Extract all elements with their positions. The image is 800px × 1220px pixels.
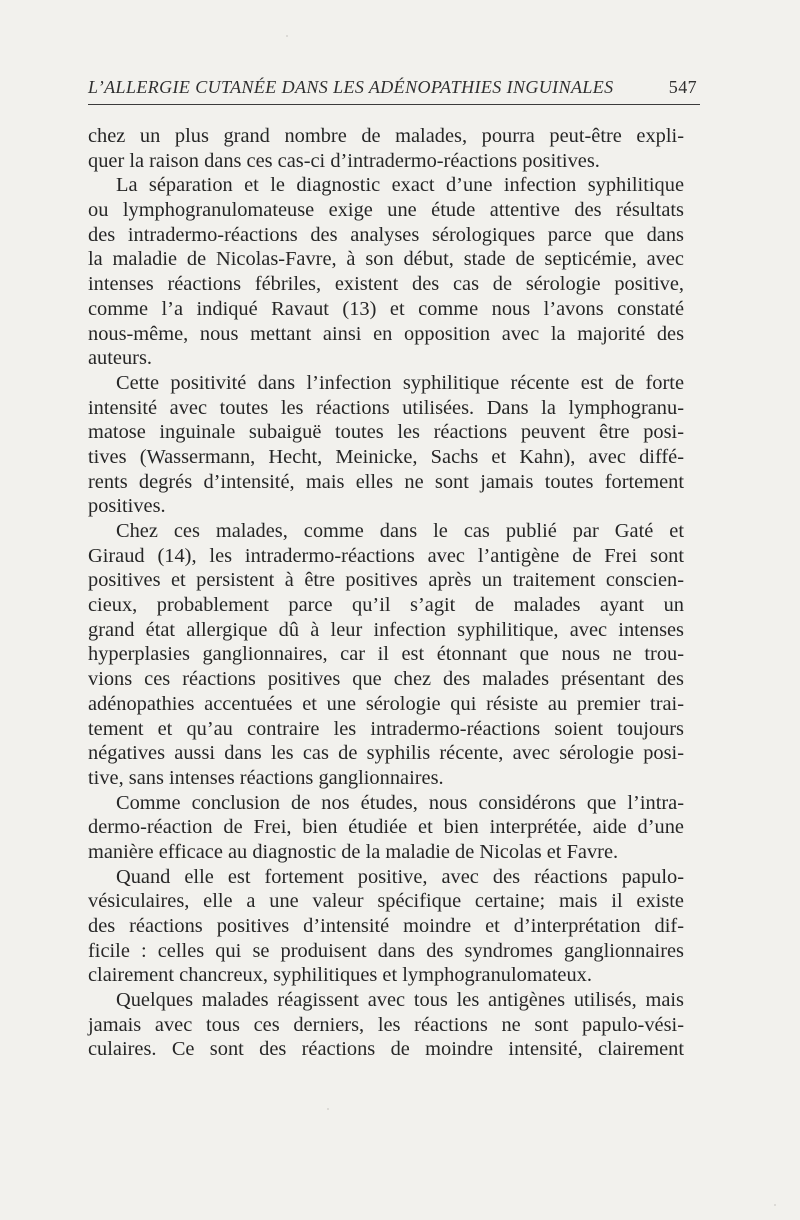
paper-speck: [286, 35, 288, 37]
header-rule: [88, 104, 700, 105]
paragraph-6: [88, 865, 684, 988]
text-line: la maladie de Nicolas-Favre, à son début, stade de septicémie, avec: [88, 248, 684, 271]
paper-speck: [774, 1204, 776, 1206]
text-line: Quand elle est fortement positive, avec des réactions papulo-: [116, 865, 684, 888]
text-line: vésiculaires, elle a une valeur spécifique certaine; mais il existe: [88, 890, 684, 913]
text-line: positives.: [88, 495, 166, 518]
running-header: [88, 77, 698, 105]
text-line: intensité avec toutes les réactions utilisées. Dans la lymphogranu-: [88, 396, 684, 419]
text-line: intenses réactions fébriles, existent des cas de sérologie positive,: [88, 273, 684, 296]
text-line: rents degrés d’intensité, mais elles ne sont jamais toutes fortement: [88, 470, 684, 493]
text-line: positives et persistent à être positives après un traitement conscien-: [88, 569, 684, 592]
page-number: 547: [668, 77, 697, 97]
text-line: auteurs.: [88, 347, 152, 370]
paragraph-2: [88, 173, 684, 371]
paragraph-5: [88, 791, 684, 865]
text-line: ou lymphogranulomateuse exige une étude attentive des résultats: [88, 199, 684, 222]
text-line: tives (Wassermann, Hecht, Meinicke, Sachs et Kahn), avec diffé-: [88, 445, 684, 468]
text-line: matose inguinale subaiguë toutes les réactions peuvent être posi-: [88, 421, 684, 444]
text-line: cieux, probablement parce qu’il s’agit de malades ayant un: [88, 594, 684, 617]
text-line: des intradermo-réactions des analyses sérologiques parce que dans: [88, 223, 684, 246]
running-title: L’ALLERGIE CUTANÉE DANS LES ADÉNOPATHIES INGUINALES: [88, 77, 614, 97]
text-line: adénopathies accentuées et une sérologie qui résiste au premier trai-: [88, 692, 684, 715]
text-line: Quelques malades réagissent avec tous les antigènes utilisés, mais: [116, 989, 684, 1012]
text-line: Cette positivité dans l’infection syphilitique récente est de forte: [116, 371, 684, 394]
text-line: tive, sans intenses réactions ganglionnaires.: [88, 766, 444, 789]
text-line: vions ces réactions positives que chez des malades présentant des: [88, 668, 684, 691]
text-line: négatives aussi dans les cas de syphilis récente, avec sérologie posi-: [88, 742, 684, 765]
body-text: [88, 124, 684, 1084]
paragraph-1: [88, 124, 684, 173]
text-line: comme l’a indiqué Ravaut (13) et comme nous l’avons constaté: [88, 297, 684, 320]
paragraph-7: [88, 988, 684, 1062]
text-line: Giraud (14), les intradermo-réactions avec l’antigène de Frei sont: [88, 544, 684, 567]
text-line: nous-même, nous mettant ainsi en opposition avec la majorité des: [88, 322, 684, 345]
text-line: Comme conclusion de nos études, nous considérons que l’intra-: [116, 791, 684, 814]
text-line: ficile : celles qui se produisent dans des syndromes ganglionnaires: [88, 939, 684, 962]
text-line: jamais avec tous ces derniers, les réactions ne sont papulo-vési-: [88, 1013, 684, 1036]
text-line: dermo-réaction de Frei, bien étudiée et bien interprétée, aide d’une: [88, 816, 684, 839]
text-line: chez un plus grand nombre de malades, pourra peut-être expli-: [88, 125, 684, 147]
paragraph-4: [88, 519, 684, 791]
text-line: hyperplasies ganglionnaires, car il est étonnant que nous ne trou-: [88, 643, 684, 666]
text-line: Chez ces malades, comme dans le cas publié par Gaté et: [116, 520, 684, 542]
text-line: La séparation et le diagnostic exact d’une infection syphilitique: [116, 174, 684, 197]
text-line: culaires. Ce sont des réactions de moindre intensité, clairement: [88, 1038, 684, 1061]
text-line: manière efficace au diagnostic de la maladie de Nicolas et Favre.: [88, 840, 619, 863]
paper-speck: [327, 1108, 329, 1110]
text-line: des réactions positives d’intensité moindre et d’interprétation dif-: [88, 915, 684, 937]
text-line: clairement chancreux, syphilitiques et lymphogranulomateux.: [88, 964, 592, 987]
text-line: grand état allergique dû à leur infection syphilitique, avec intenses: [88, 618, 684, 641]
text-line: tement et qu’au contraire les intradermo-réactions soient toujours: [88, 717, 684, 740]
text-line: quer la raison dans ces cas-ci d’intradermo-réactions positives.: [88, 149, 600, 172]
paragraph-3: [88, 371, 684, 519]
